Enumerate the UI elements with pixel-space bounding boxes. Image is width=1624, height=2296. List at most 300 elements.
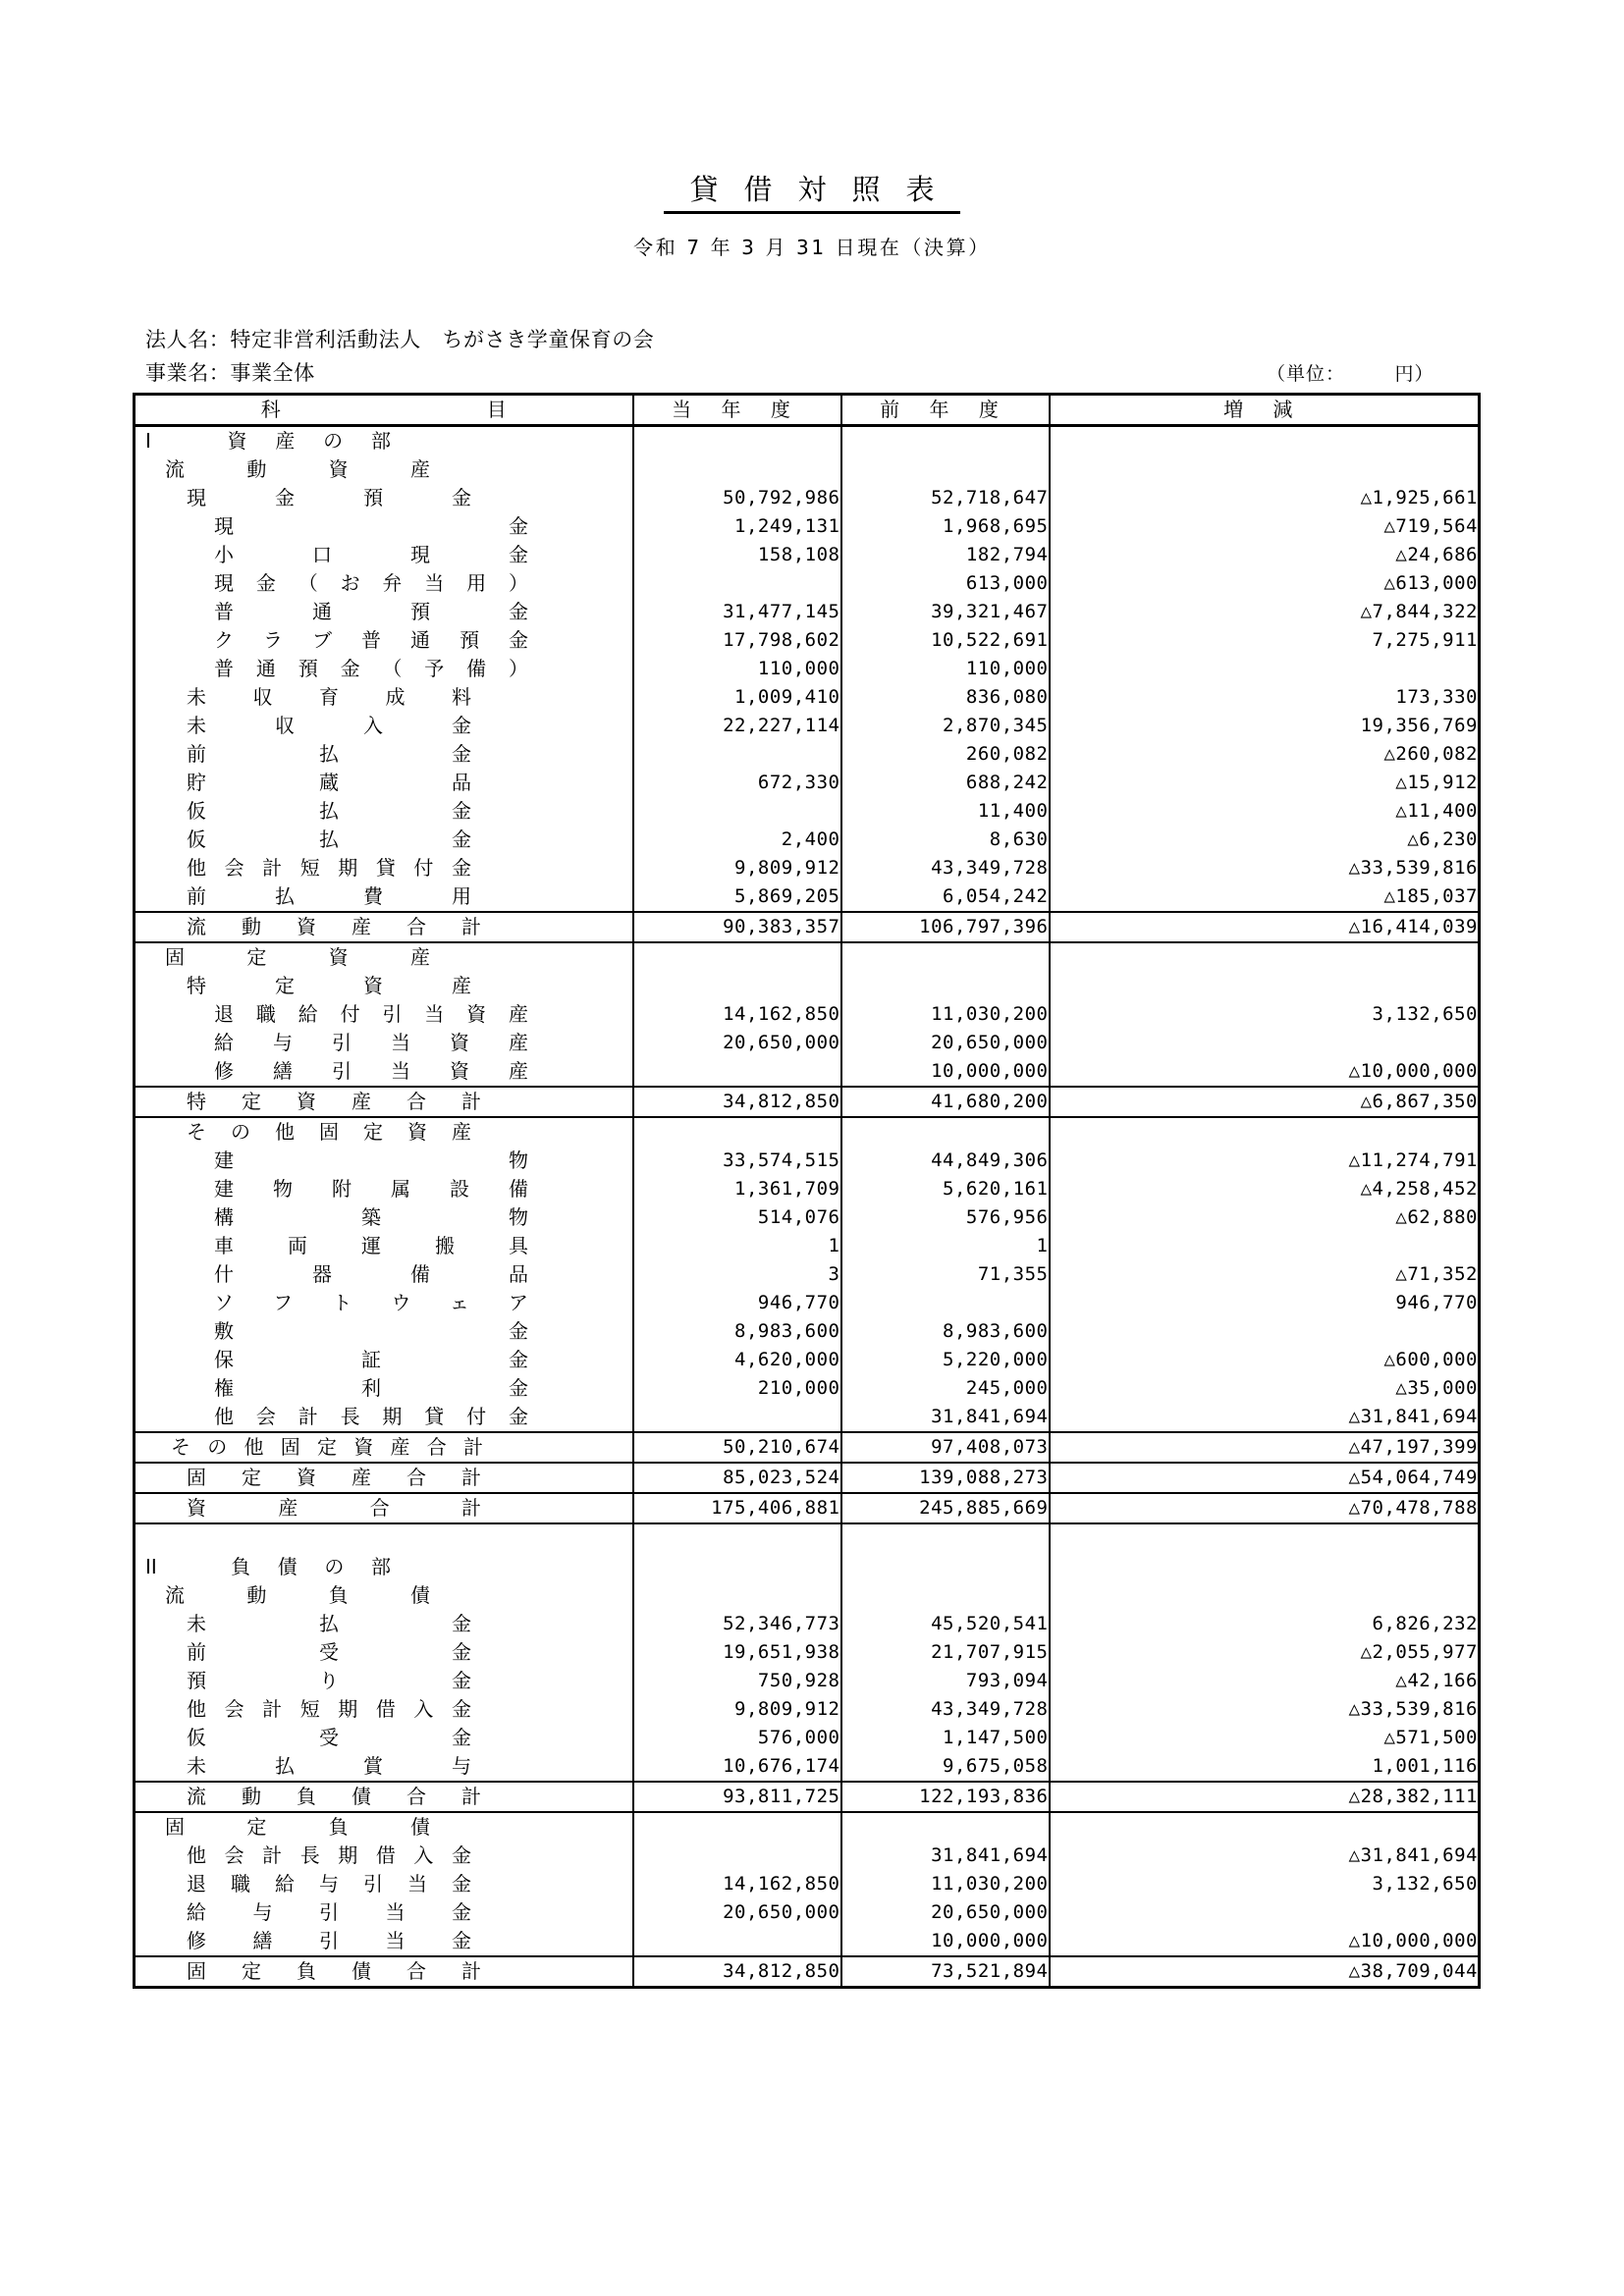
row-label-cell [135,1581,633,1610]
row-value-previous-year: 31,841,694 [841,1842,1050,1870]
row-value-change [1050,655,1480,683]
row-label: 現金 [214,514,528,538]
row-value-current-year: 576,000 [633,1724,841,1752]
table-row [135,1346,1480,1374]
table-row [135,1956,1480,1988]
row-value-change: △42,166 [1050,1667,1480,1695]
row-label: 建物附属設備 [214,1177,528,1201]
row-label: 他会計長期借入金 [187,1843,471,1867]
row-label-cell [135,1927,633,1956]
table-row [135,1667,1480,1695]
row-label: I 資産の部 [145,429,391,453]
table-row [135,1203,1480,1232]
row-value-previous-year: 245,000 [841,1374,1050,1403]
row-label-cell [135,1147,633,1175]
row-value-current-year [633,1581,841,1610]
row-value-current-year: 175,406,881 [633,1493,841,1523]
row-label-cell [135,1752,633,1782]
row-value-change: △1,925,661 [1050,484,1480,512]
row-value-previous-year: 43,349,728 [841,1695,1050,1724]
row-value-current-year [633,426,841,456]
row-value-current-year [633,1057,841,1087]
row-value-previous-year: 20,650,000 [841,1898,1050,1927]
row-label-cell [135,655,633,683]
row-label-cell [135,1493,633,1523]
table-row [135,1898,1480,1927]
table-row [135,1870,1480,1898]
row-value-change [1050,1581,1480,1610]
row-label: 給与引当資産 [214,1031,528,1054]
balance-sheet-table [133,393,1481,1989]
table-row [135,1638,1480,1667]
row-label: II 負債の部 [145,1555,391,1578]
table-row [135,1553,1480,1581]
row-label: 普通預金（予備） [214,657,528,680]
currency-unit-note: （単位： 円） [1267,363,1435,385]
row-value-previous-year: 182,794 [841,541,1050,569]
row-value-change: △15,912 [1050,769,1480,797]
column-header-item [135,395,633,426]
row-value-current-year [633,1553,841,1581]
row-value-current-year: 946,770 [633,1289,841,1317]
row-label: 前払金 [187,742,471,766]
row-value-change [1050,1523,1480,1553]
row-value-current-year: 4,620,000 [633,1346,841,1374]
row-label: 現金預金 [187,486,471,509]
row-label: その他固定資産合計 [171,1435,483,1459]
row-value-previous-year [841,1523,1050,1553]
row-value-change: △7,844,322 [1050,598,1480,626]
row-label-cell [135,1260,633,1289]
row-value-current-year: 1,249,131 [633,512,841,541]
column-header-current-year: 当 年 度 [633,395,841,426]
row-label: 未払賞与 [187,1754,471,1778]
table-row [135,626,1480,655]
row-value-previous-year: 11,030,200 [841,1870,1050,1898]
table-row [135,1175,1480,1203]
row-label: 修繕引当金 [187,1929,471,1952]
row-label-cell [135,1553,633,1581]
row-value-previous-year: 52,718,647 [841,484,1050,512]
table-row [135,683,1480,712]
table-row [135,1057,1480,1087]
table-row [135,972,1480,1000]
row-value-change [1050,972,1480,1000]
table-row [135,1000,1480,1029]
row-label: 構築物 [214,1205,528,1229]
row-value-previous-year: 6,054,242 [841,882,1050,912]
row-label-cell [135,1029,633,1057]
row-value-current-year: 20,650,000 [633,1029,841,1057]
row-label-cell [135,1175,633,1203]
row-value-current-year: 52,346,773 [633,1610,841,1638]
table-row [135,1403,1480,1432]
row-label: 建物 [214,1148,528,1172]
row-value-change: △35,000 [1050,1374,1480,1403]
row-value-current-year: 34,812,850 [633,1956,841,1988]
row-label: 前受金 [187,1640,471,1664]
row-label-cell [135,1667,633,1695]
row-label: 仮受金 [187,1726,471,1749]
table-row [135,426,1480,456]
row-label: ソフトウェア [214,1291,528,1314]
row-value-current-year: 514,076 [633,1203,841,1232]
row-value-change [1050,1898,1480,1927]
row-value-current-year: 14,162,850 [633,1870,841,1898]
row-value-current-year [633,972,841,1000]
table-row [135,1581,1480,1610]
table-row [135,1610,1480,1638]
table-row [135,598,1480,626]
row-value-current-year: 19,651,938 [633,1638,841,1667]
row-value-change: △16,414,039 [1050,912,1480,942]
table-row [135,1724,1480,1752]
row-value-current-year: 110,000 [633,655,841,683]
row-value-previous-year: 576,956 [841,1203,1050,1232]
row-value-change: 946,770 [1050,1289,1480,1317]
table-row [135,1289,1480,1317]
row-value-previous-year: 41,680,200 [841,1087,1050,1117]
row-value-previous-year: 31,841,694 [841,1403,1050,1432]
table-row [135,1493,1480,1523]
row-label: 資産合計 [187,1496,481,1520]
row-value-previous-year: 8,630 [841,826,1050,854]
row-value-current-year: 1,361,709 [633,1175,841,1203]
table-row [135,1374,1480,1403]
row-value-current-year: 5,869,205 [633,882,841,912]
row-value-change: △260,082 [1050,740,1480,769]
row-value-current-year [633,455,841,484]
table-row [135,1260,1480,1289]
table-row [135,942,1480,972]
row-label: その他固定資産 [187,1120,471,1144]
row-label-cell [135,1724,633,1752]
row-value-previous-year: 45,520,541 [841,1610,1050,1638]
row-label: 固定負債合計 [187,1959,481,1983]
row-value-current-year: 750,928 [633,1667,841,1695]
table-row [135,1232,1480,1260]
row-value-current-year: 31,477,145 [633,598,841,626]
row-label: 特定資産 [187,974,471,997]
row-label-cell [135,1812,633,1842]
table-row [135,882,1480,912]
row-value-change: △24,686 [1050,541,1480,569]
row-value-previous-year: 20,650,000 [841,1029,1050,1057]
business-name: 事業名：事業全体 [145,361,315,385]
row-value-change: △31,841,694 [1050,1403,1480,1432]
row-value-change: △31,841,694 [1050,1842,1480,1870]
row-value-previous-year: 106,797,396 [841,912,1050,942]
row-label-cell [135,1870,633,1898]
row-value-previous-year [841,426,1050,456]
row-label-cell [135,1232,633,1260]
row-label-cell [135,740,633,769]
row-label-cell [135,541,633,569]
row-label: 未収入金 [187,714,471,737]
row-value-current-year: 33,574,515 [633,1147,841,1175]
row-label: 普通預金 [214,600,528,623]
table-row [135,912,1480,942]
table-row [135,1029,1480,1057]
row-value-change: △185,037 [1050,882,1480,912]
table-row [135,655,1480,683]
row-value-previous-year: 613,000 [841,569,1050,598]
row-label: 仮払金 [187,828,471,851]
table-row [135,1432,1480,1463]
row-value-current-year [633,1812,841,1842]
row-label-cell [135,484,633,512]
row-label-cell [135,626,633,655]
table-row [135,712,1480,740]
row-value-change [1050,455,1480,484]
row-value-current-year [633,1842,841,1870]
row-value-previous-year: 245,885,669 [841,1493,1050,1523]
table-row [135,484,1480,512]
row-label-cell [135,1695,633,1724]
row-value-current-year: 50,792,986 [633,484,841,512]
table-row [135,541,1480,569]
table-row [135,569,1480,598]
row-value-previous-year: 73,521,894 [841,1956,1050,1988]
table-row [135,740,1480,769]
row-value-change: △62,880 [1050,1203,1480,1232]
row-label-cell [135,1117,633,1147]
row-value-change: 6,826,232 [1050,1610,1480,1638]
table-row [135,512,1480,541]
row-label-cell [135,1317,633,1346]
row-label: 貯蔵品 [187,771,471,794]
row-value-current-year: 50,210,674 [633,1432,841,1463]
row-label-cell [135,1346,633,1374]
row-value-current-year: 90,383,357 [633,912,841,942]
row-value-previous-year: 1,147,500 [841,1724,1050,1752]
row-value-previous-year: 11,030,200 [841,1000,1050,1029]
row-label-cell [135,1289,633,1317]
row-label-cell [135,512,633,541]
row-value-previous-year [841,1812,1050,1842]
row-label: クラブ普通預金 [214,628,528,652]
row-value-change: △33,539,816 [1050,1695,1480,1724]
table-row [135,1842,1480,1870]
row-label: 流動資産合計 [187,915,481,938]
row-value-change: △47,197,399 [1050,1432,1480,1463]
table-row [135,1812,1480,1842]
row-value-current-year: 85,023,524 [633,1463,841,1493]
table-row [135,1752,1480,1782]
row-label: 流動資産 [165,457,430,481]
row-value-current-year: 17,798,602 [633,626,841,655]
row-value-previous-year: 8,983,600 [841,1317,1050,1346]
row-value-previous-year: 43,349,728 [841,854,1050,882]
row-label: 未収育成料 [187,685,471,709]
row-value-change [1050,1812,1480,1842]
row-value-previous-year: 793,094 [841,1667,1050,1695]
row-value-current-year: 672,330 [633,769,841,797]
row-value-change: 3,132,650 [1050,1000,1480,1029]
row-label: 他会計短期貸付金 [187,856,471,880]
row-label: 固定資産 [165,945,430,969]
page-title: 貸借対照表 [664,175,959,214]
row-label: 前払費用 [187,884,471,908]
row-value-previous-year [841,455,1050,484]
table-body [135,426,1480,1988]
row-value-previous-year: 110,000 [841,655,1050,683]
row-value-change [1050,1553,1480,1581]
row-value-current-year: 34,812,850 [633,1087,841,1117]
row-label: 固定負債 [165,1815,430,1839]
row-value-current-year [633,569,841,598]
row-value-current-year: 14,162,850 [633,1000,841,1029]
row-label-cell [135,1842,633,1870]
row-value-current-year [633,1523,841,1553]
row-value-change: △54,064,749 [1050,1463,1480,1493]
row-label-cell [135,797,633,826]
table-row [135,1523,1480,1553]
row-value-change [1050,1232,1480,1260]
row-value-current-year: 158,108 [633,541,841,569]
row-value-current-year: 93,811,725 [633,1782,841,1812]
row-label-cell [135,1203,633,1232]
row-value-change: △2,055,977 [1050,1638,1480,1667]
row-value-change: △600,000 [1050,1346,1480,1374]
row-value-previous-year: 139,088,273 [841,1463,1050,1493]
row-label: 給与引当金 [187,1900,471,1924]
row-value-change: △4,258,452 [1050,1175,1480,1203]
row-value-previous-year [841,1581,1050,1610]
row-value-previous-year [841,1117,1050,1147]
document-title-area [0,175,1624,214]
row-label-cell [135,1000,633,1029]
row-value-change [1050,942,1480,972]
row-label: 未払金 [187,1612,471,1635]
table-row [135,1147,1480,1175]
row-label: 什器備品 [214,1262,528,1286]
row-label-cell [135,455,633,484]
row-value-change: △613,000 [1050,569,1480,598]
row-label-cell [135,1610,633,1638]
row-value-previous-year: 21,707,915 [841,1638,1050,1667]
row-label-cell [135,826,633,854]
row-label: 修繕引当資産 [214,1059,528,1083]
row-value-current-year [633,1927,841,1956]
row-value-previous-year [841,1289,1050,1317]
row-label-cell [135,1782,633,1812]
row-label-cell [135,598,633,626]
row-value-previous-year: 260,082 [841,740,1050,769]
row-value-current-year: 1,009,410 [633,683,841,712]
row-value-previous-year: 11,400 [841,797,1050,826]
row-label-cell [135,1898,633,1927]
row-label-cell [135,712,633,740]
row-value-current-year: 8,983,600 [633,1317,841,1346]
row-value-current-year: 22,227,114 [633,712,841,740]
row-label-cell [135,769,633,797]
row-label-cell [135,942,633,972]
row-label: 保証金 [214,1348,528,1371]
row-value-current-year [633,740,841,769]
row-value-change: △11,274,791 [1050,1147,1480,1175]
column-header-item-text: 科目 [260,398,507,421]
row-value-current-year [633,1403,841,1432]
table-row [135,1782,1480,1812]
row-label-cell [135,1463,633,1493]
row-value-change: 19,356,769 [1050,712,1480,740]
table-row [135,1695,1480,1724]
row-label-cell [135,569,633,598]
table-row [135,1087,1480,1117]
row-label: 敷金 [214,1319,528,1343]
row-value-change: 173,330 [1050,683,1480,712]
row-value-current-year [633,1117,841,1147]
row-value-change: △11,400 [1050,797,1480,826]
row-label-cell [135,1374,633,1403]
row-label-cell [135,1057,633,1087]
row-value-change: △6,867,350 [1050,1087,1480,1117]
table-row [135,769,1480,797]
row-value-current-year [633,797,841,826]
table-row [135,797,1480,826]
row-value-change: △38,709,044 [1050,1956,1480,1988]
row-label-cell [135,1403,633,1432]
row-value-change: △71,352 [1050,1260,1480,1289]
row-value-change: 3,132,650 [1050,1870,1480,1898]
row-label: 固定資産合計 [187,1466,481,1489]
row-value-previous-year: 836,080 [841,683,1050,712]
row-value-change [1050,1317,1480,1346]
row-label-cell [135,1523,633,1553]
table-row [135,854,1480,882]
table-row [135,1117,1480,1147]
row-label: 特定資産合計 [187,1090,481,1113]
row-value-previous-year [841,1553,1050,1581]
row-value-previous-year [841,942,1050,972]
row-label-cell [135,1432,633,1463]
row-label: 他会計長期貸付金 [214,1405,528,1428]
row-value-change: △10,000,000 [1050,1927,1480,1956]
row-value-previous-year: 97,408,073 [841,1432,1050,1463]
table-row [135,1463,1480,1493]
row-value-current-year: 10,676,174 [633,1752,841,1782]
row-value-previous-year: 71,355 [841,1260,1050,1289]
row-value-previous-year: 10,522,691 [841,626,1050,655]
row-label: 権利金 [214,1376,528,1400]
row-label: 流動負債 [165,1583,430,1607]
row-label: 退職給与引当金 [187,1872,471,1896]
row-value-current-year: 20,650,000 [633,1898,841,1927]
row-label: 他会計短期借入金 [187,1697,471,1721]
row-label: 仮払金 [187,799,471,823]
row-value-change [1050,1117,1480,1147]
column-header-previous-year: 前 年 度 [841,395,1050,426]
row-value-previous-year: 44,849,306 [841,1147,1050,1175]
row-value-previous-year: 9,675,058 [841,1752,1050,1782]
row-value-previous-year [841,972,1050,1000]
row-value-change: △28,382,111 [1050,1782,1480,1812]
row-value-current-year: 1 [633,1232,841,1260]
table-row [135,1317,1480,1346]
row-value-current-year [633,942,841,972]
row-value-previous-year: 10,000,000 [841,1927,1050,1956]
row-value-change: △571,500 [1050,1724,1480,1752]
row-label-cell [135,1087,633,1117]
row-label-cell [135,683,633,712]
row-label: 流動負債合計 [187,1785,481,1808]
row-value-current-year: 2,400 [633,826,841,854]
row-value-change: △10,000,000 [1050,1057,1480,1087]
row-label-cell [135,1956,633,1988]
row-value-current-year: 9,809,912 [633,854,841,882]
row-value-current-year: 3 [633,1260,841,1289]
